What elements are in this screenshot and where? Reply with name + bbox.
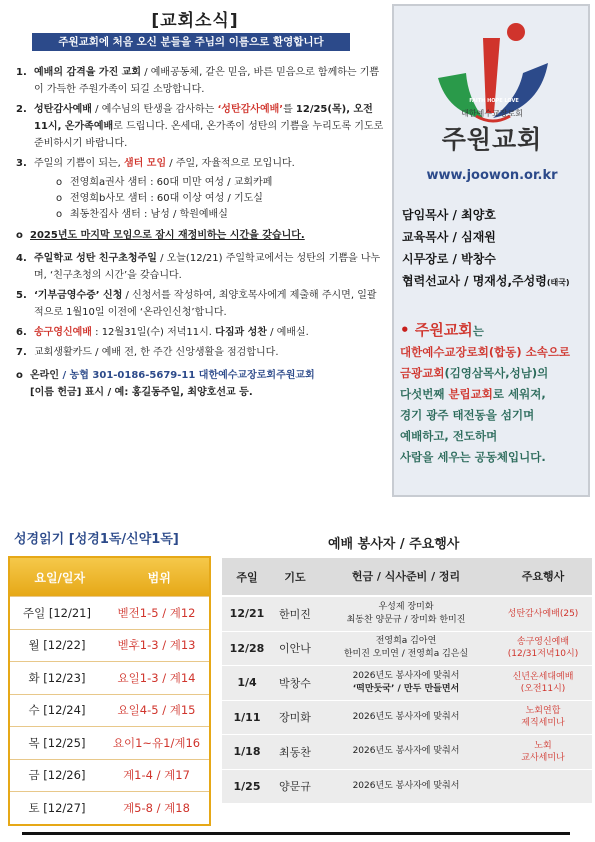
staff-item: 담임목사 / 최양호	[402, 208, 496, 222]
news-item-7: 7. 교회생활카드 / 예배 전, 한 주간 신앙생활을 점검합니다.	[16, 347, 279, 358]
schedule-table	[222, 558, 592, 803]
welcome-banner: 주원교회에 처음 오신 분들을 주님의 이름으로 환영합니다	[32, 33, 350, 51]
online-note: [이름 헌금] 표시 / 예: 홍길동주일, 최양호선교 등.	[30, 387, 253, 398]
table-row: 12/28 이안나 전영희a 김아연 한미진 오미연 / 전영희a 김은실 송구영신예배 (12/31저녁10시)	[222, 631, 592, 666]
bible-table-header	[10, 558, 209, 596]
news-item-4: 4. 주일학교 성탄 친구초청주일 / 오늘(12/21) 주일학교에서는 성탄의 기쁨을 나누며, ‘친구초청의 시간’을 갖습니다.	[16, 253, 381, 281]
news-list	[16, 64, 386, 401]
saemter-item: o 최동찬집사 샘터 : 남성 / 학원예배실	[56, 209, 228, 220]
logo-church-name: 주원교회	[441, 125, 543, 154]
staff-item: 교육목사 / 심재원	[402, 230, 496, 244]
news-item-1: 1. 예배의 감격을 가진 교회 / 예배공동체, 같은 믿음, 바른 믿음으로 함께하는 기쁨이 가득한 주원가족이 되길 소망합니다.	[16, 67, 380, 95]
table-row: 1/11 장미화 2026년도 봉사자에 맞춰서 노회연합 제직세미나	[222, 700, 592, 735]
table-row: 1/25 양문규 2026년도 봉사자에 맞춰서	[222, 769, 592, 804]
saemter-item: o 전영희a권사 샘터 : 60대 미만 여성 / 교회카페	[56, 177, 273, 188]
church-url[interactable]: www.joowon.or.kr	[426, 168, 558, 183]
staff-list	[402, 204, 570, 294]
table-row: 1/18 최동찬 2026년도 봉사자에 맞춰서 노회 교사세미나	[222, 734, 592, 769]
table-row: 수 [12/24] 요일4-5 / 계15	[10, 694, 209, 727]
table-row: 월 [12/22] 벧후1-3 / 계13	[10, 629, 209, 662]
saemter-note: o 2025년도 마지막 모임으로 잠시 재정비하는 시간을 갖습니다.	[16, 230, 305, 241]
col-range: 범위	[147, 570, 171, 585]
logo-subtitle: 대한예수교장로회	[461, 109, 523, 118]
church-about: • 주원교회는 대한예수교장로회(합동) 소속으로 금광교회(김영삼목사,성남)의 다섯번째 분립교회로 세워져, 경기 광주 태전동을 섬기며 예배하고, 전도하며 사람을 세우는 공동체입니다.	[400, 321, 571, 464]
bible-reading-title: 성경읽기 [성경1독/신약1독]	[14, 532, 179, 547]
news-item-3: 3. 주일의 기쁨이 되는, 샘터 모임 / 주일, 자율적으로 모입니다.	[16, 158, 295, 169]
table-row: 금 [12/26] 계1-4 / 계17	[10, 759, 209, 792]
table-row: 1/4 박창수 2026년도 봉사자에 맞춰서 ‘떡만둣국’ / 만두 만들면서 신년온세대예배 (오전11시)	[222, 665, 592, 700]
logo-banner: FAITH HOPE LOVE	[469, 98, 519, 104]
schedule-title: 예배 봉사자 / 주요행사	[328, 537, 460, 552]
schedule-header: 주일 기도 헌금 / 식사준비 / 정리 주요행사	[222, 558, 592, 596]
table-row: 목 [12/25] 요이1~유1/계16	[10, 726, 209, 759]
staff-item: 시무장로 / 박창수	[402, 252, 496, 266]
news-item-5: 5. ‘기부금영수증’ 신청 / 신청서를 작성하여, 최양호목사에게 제출해 주시면, 일괄적으로 1월10일 이전에 ‘온라인신청’합니다.	[16, 290, 377, 318]
saemter-list	[16, 175, 386, 223]
bible-reading-table	[8, 556, 211, 826]
news-item-2: 2. 성탄감사예배 / 예수님의 탄생을 감사하는 ‘성탄감사예배’를 12/25(목), 오전11시, 온가족예배로 드립니다. 온세대, 온가족이 성탄의 기쁨을 누리도록 기도로 준비하시기 바랍니다.	[16, 104, 384, 149]
table-row: 토 [12/27] 계5-8 / 계18	[10, 791, 209, 824]
table-row: 화 [12/23] 요일1-3 / 계14	[10, 661, 209, 694]
news-item-6: 6. 송구영신예배 : 12월31일(수) 저녁11시. 다짐과 성찬 / 예배실.	[16, 327, 309, 338]
page-title: [교회소식]	[151, 11, 239, 31]
online-giving: o 온라인 / 농협 301-0186-5679-11 대한예수교장로회주원교회	[16, 370, 315, 381]
table-row: 주일 [12/21] 벧전1-5 / 계12	[10, 596, 209, 629]
church-info-box	[392, 4, 590, 497]
col-date: 요일/일자	[34, 570, 86, 585]
table-row: 12/21 한미진 우성제 장미화 최동찬 양문규 / 장미화 한미진 성탄감사예배(25)	[222, 596, 592, 631]
staff-item: 협력선교사 / 명재성,주성령(태국)	[402, 274, 570, 288]
saemter-item: o 전영희b사모 샘터 : 60대 이상 여성 / 기도실	[56, 193, 263, 204]
bottom-divider	[22, 832, 570, 835]
